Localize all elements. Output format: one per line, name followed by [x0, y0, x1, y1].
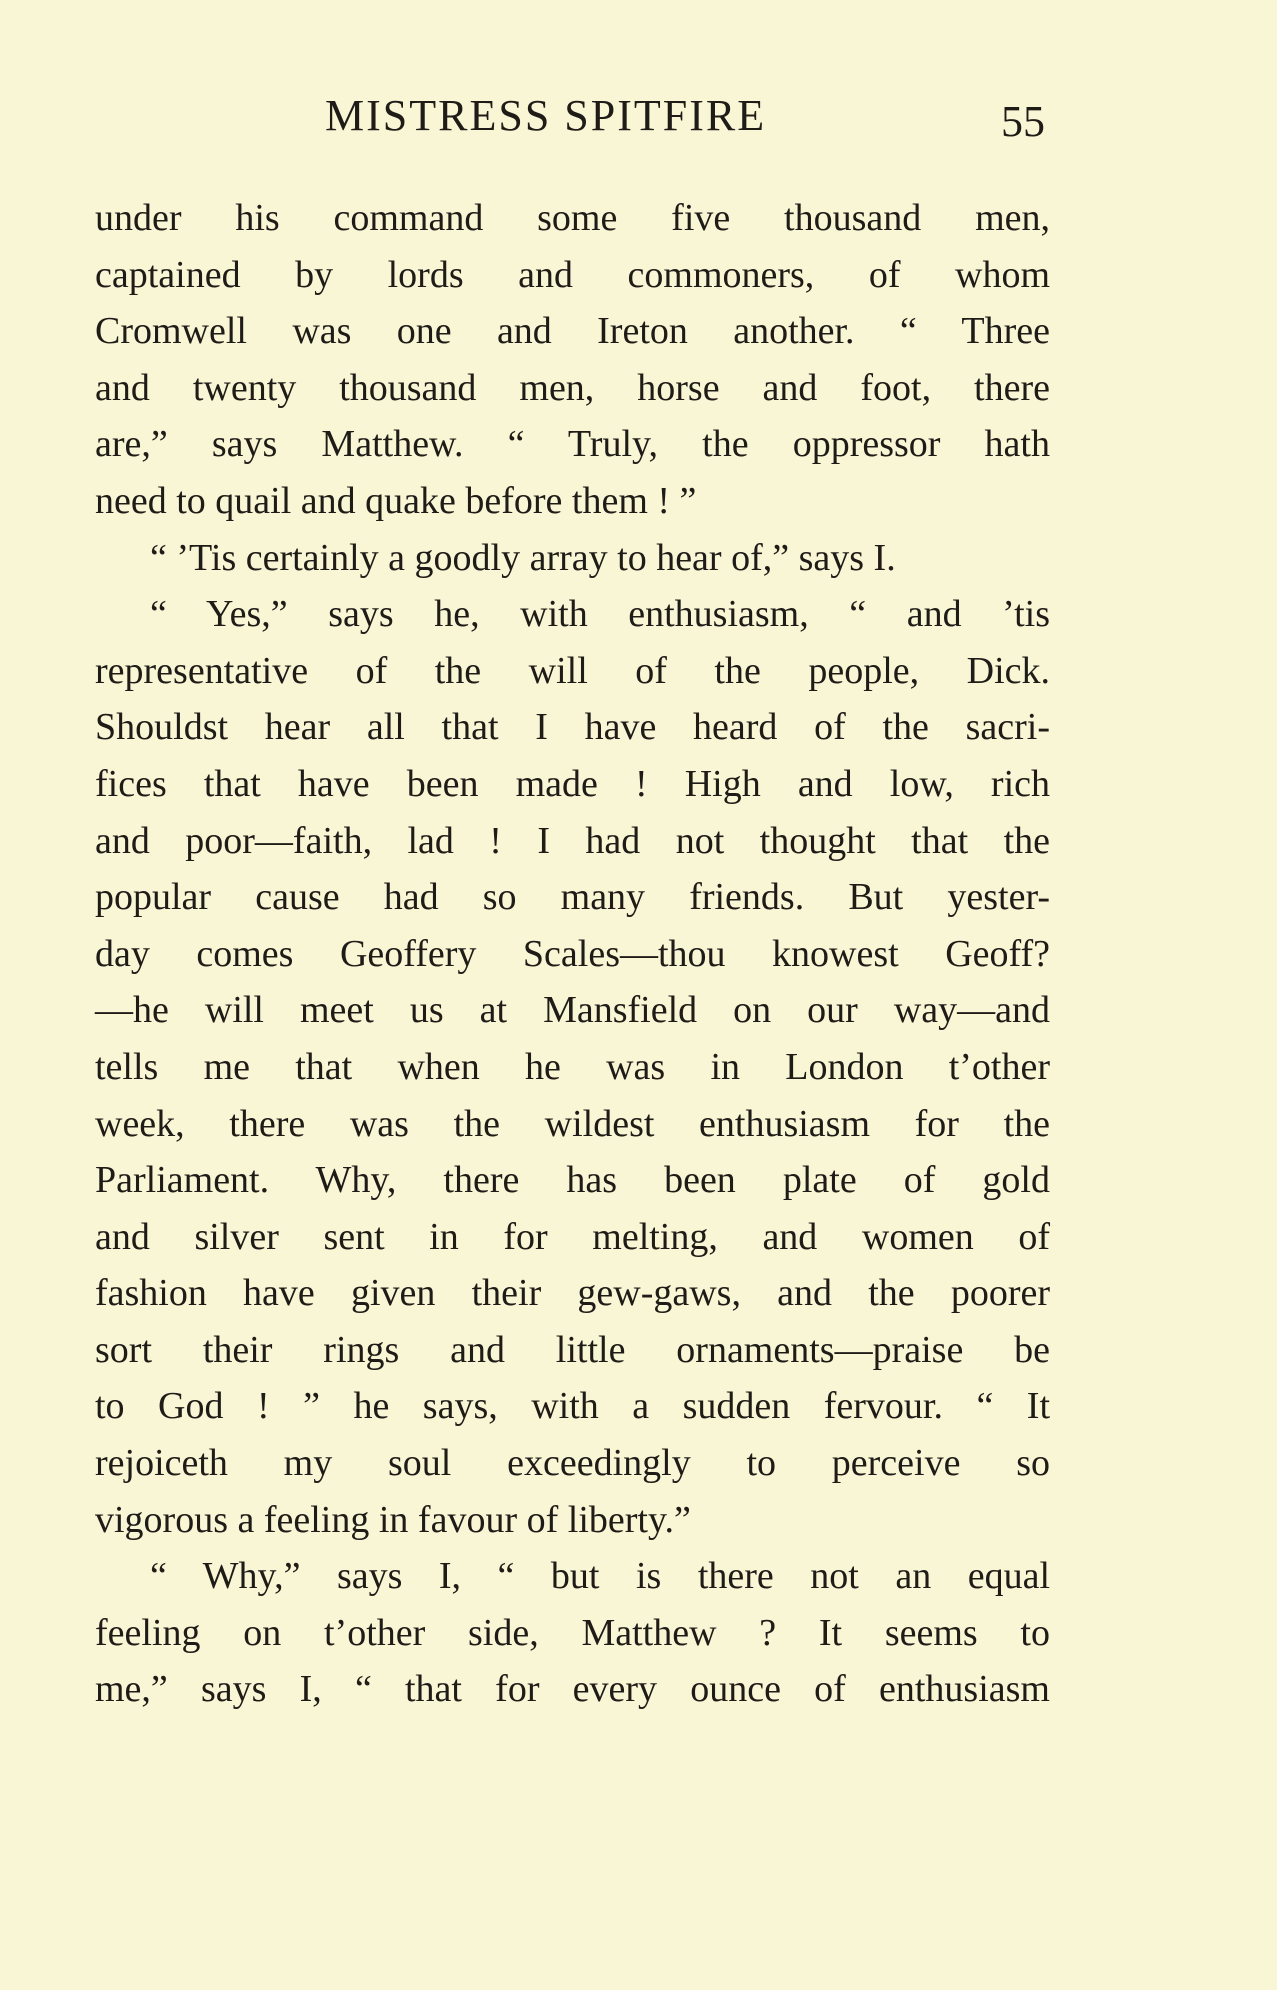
text-line: and poor—faith, lad ! I had not thought that the: [95, 819, 1050, 862]
text-line: and twenty thousand men, horse and foot, there: [95, 366, 1050, 409]
text-line: Shouldst hear all that I have heard of the sacri-: [95, 706, 1050, 749]
text-line: tells me that when he was in London t’other: [95, 1045, 1050, 1088]
body-text: [95, 190, 1050, 1718]
running-title: MISTRESS SPITFIRE: [325, 91, 767, 140]
text-line: rejoiceth my soul exceedingly to perceive so: [95, 1442, 1050, 1485]
text-line: need to quail and quake before them ! ”: [95, 479, 697, 522]
text-line: sort their rings and little ornaments—praise be: [95, 1328, 1050, 1371]
text-line: “ Yes,” says he, with enthusiasm, “ and ’tis: [150, 593, 1050, 636]
text-line: Parliament. Why, there has been plate of gold: [95, 1159, 1050, 1202]
text-line: fashion have given their gew-gaws, and the poorer: [95, 1272, 1050, 1315]
running-head: [95, 90, 1045, 150]
text-line: popular cause had so many friends. But yester-: [95, 876, 1050, 919]
text-line: Cromwell was one and Ireton another. “ Three: [95, 310, 1050, 353]
page-number: 55: [1001, 97, 1045, 146]
text-line: to God ! ” he says, with a sudden fervour. “ It: [95, 1385, 1050, 1428]
text-line: “ Why,” says I, “ but is there not an equal: [150, 1555, 1050, 1598]
text-line: —he will meet us at Mansfield on our way—and: [95, 989, 1050, 1032]
text-line: “ ’Tis certainly a goodly array to hear of,” says I.: [150, 536, 896, 579]
text-line: and silver sent in for melting, and women of: [95, 1215, 1050, 1258]
text-line: day comes Geoffery Scales—thou knowest Geoff?: [95, 932, 1050, 975]
text-line: me,” says I, “ that for every ounce of enthusiasm: [95, 1668, 1050, 1711]
text-line: under his command some five thousand men,: [95, 197, 1050, 239]
text-line: representative of the will of the people, Dick.: [95, 649, 1050, 692]
text-line: captained by lords and commoners, of whom: [95, 253, 1050, 296]
text-line: feeling on t’other side, Matthew ? It seems to: [95, 1611, 1050, 1654]
text-line: fices that have been made ! High and low, rich: [95, 762, 1050, 805]
text-line: week, there was the wildest enthusiasm for the: [95, 1102, 1050, 1145]
text-line: vigorous a feeling in favour of liberty.”: [95, 1498, 691, 1541]
text-line: are,” says Matthew. “ Truly, the oppressor hath: [95, 423, 1050, 466]
